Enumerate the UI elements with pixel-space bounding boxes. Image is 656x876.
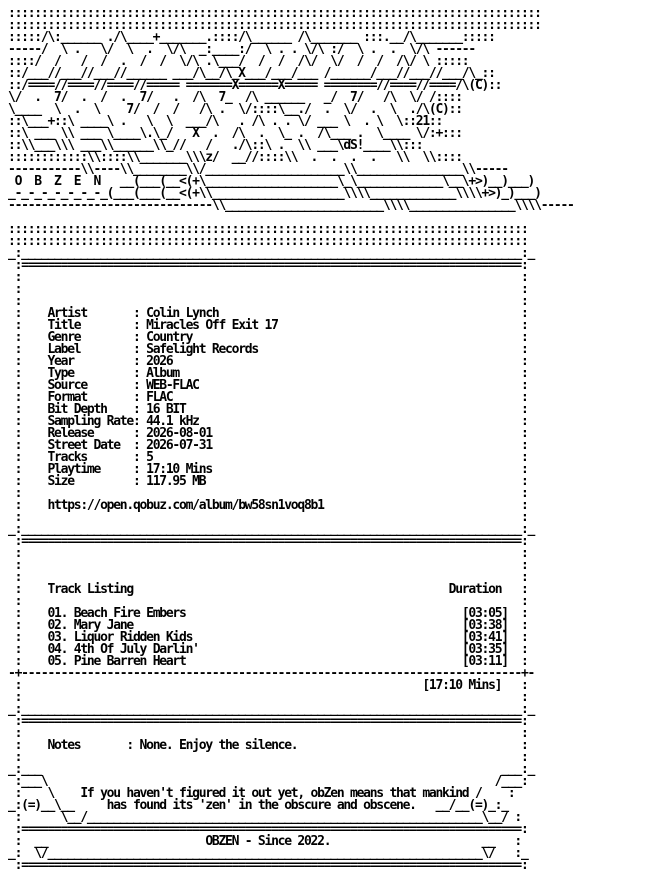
- banner-art-row: :::::::::::::::::::::::::::::::::::::::::::::::::::::::::::::::::::::::::::::::::: [8, 18, 541, 33]
- track-duration: [03:35]: [461, 642, 508, 657]
- banner-art-row: -----/ \ . \/ \ . \/\ _:____:/ \ . . \/\ :/ \ . . \/\ ------: [8, 42, 475, 57]
- banner-art-row: _-_-_-_-_-_-_-_(___(___(__<(+\\____________________\\\\_____________\\\\+>)_)___): [8, 186, 541, 201]
- field-label: Bit Depth: [47, 402, 133, 417]
- field-value: Album: [146, 366, 180, 381]
- track-title: Liquor Ridden Kids: [73, 630, 193, 645]
- field-label: Format: [47, 390, 133, 405]
- track-number: 03.: [47, 630, 68, 645]
- track-number: 05.: [47, 654, 68, 669]
- field-value: 117.95 MB: [146, 474, 206, 489]
- field-label: Sampling Rate: [47, 414, 133, 429]
- footer-motto-line-1: If you haven't figured it out yet, obZen means that mankind: [80, 786, 469, 801]
- track-title: Beach Fire Embers: [73, 606, 186, 621]
- field-value: Safelight Records: [146, 342, 258, 357]
- field-label: Playtime: [47, 462, 133, 477]
- field-value: 16 BIT: [146, 402, 186, 417]
- banner-art-row: ::::::::::::\\::::\\_______\\\z/ __//::::\\ . . . . \\ \\::::: [8, 150, 462, 165]
- field-value: Country: [146, 330, 193, 345]
- field-label: Street Date: [47, 438, 133, 453]
- field-label: Source: [47, 378, 133, 393]
- banner-art-row: ::\ ___ \\ ___ \____\.\_/ X . /\ . \_ . /\___ . \____ \/:+:::: [8, 126, 462, 141]
- nfo-document: ::::::::::::::::::::::::::::::::::::::::::::::::::::::::::::::::::::::::::::::::: ::::::::::::::::::::::::::::::::::::::::::::::::::::::::::::::::::::::::::::::::: :::::/\:______ ./\____+_______.::::/\______ /\_______ :::.__/\_______::::: -----/ \ . \/ \ . \/\ _:____:/ \ . . \/\ :/ \ . . \/\ ------ ::::/ / / / . / / \/\ .\___/ / / /\/ \/ / / /\/ \ ::::: ::/___//___//___//______ ___/\__/\_X___/___/___ /______/___//___//___/\_:: ::/====//====//====//===== =======X======X===== ========//====//====/\(C):: \/ . 7/ . / . 7/ . /\ 7_ /\ ______ _/ 7/ /\ \/ /:::: \____ \ . \ 7/ / / /\ . \/::::\__./ . \/ . \ ./\(C):: ::\___+::\ ____\ . \ \ ___/\ . /\ . . \/ ___ \ . \ \::21:: ::\ ___ \\ ___ \____\.\_/ X . /\ . \_ . /\___ . \____ \/:+::: ::\\___\\\ ___\\______\\_// / ./\::\ . \\ ___\dS!____\\::: ::::::::::::\\::::\\_______\\\z/ __//::::\\ . . . . \\ \\:::: -----------\\----\\________\\/_____________________\\________________\\----- O B Z E N __(___(__<(+\____________________\_\_____________\__\+>)__)___) _-_-_-_-_-_-_-_(___(___(__<(+\\____________________\\\\_____________\\\\+>)_)___) -------------------------------\\________________________\\\\________________\\\\----- ::::::::::::::::::::::::::::::::::::::::::::::::::::::::::::::::::::::::::::::: ::::::::::::::::::::::::::::::::::::::::::::::::::::::::::::::::::::::::::::::: _:____________________________________________________________________________:_ :============================================================================: : : : : : : : Artist : Colin Lynch : : Title : Miracles Off Exit 17 : : Genre : Country : : Label : Safelight Records : : Year : 2026 : : Type : Album : : Source : WEB-FLAC : : Format : FLAC : : Bit Depth : 16 BIT : : Sampling Rate: 44.1 kHz : : Release : 2026-08-01 : : Street Date : 2026-07-31 : : Tracks : 5 : : Playtime : 17:10 Mins : : Size : 117.95 MB : : : : https://open.qobuz.com/album/bw58sn1voq8b1 : : : _:____________________________________________________________________________:_ :============================================================================: : : : : : : : Track Listing Duration : : : : 01. Beach Fire Embers [03:05] : : 02. Mary Jane [03:38] : : 03. Liquor Ridden Kids [03:41] : : 04. 4th Of July Darlin' [03:35] : : 05. Pine Barren Heart [03:11] : -+----------------------------------------------------------------------------+- : [17:10 Mins] : : : _:____________________________________________________________________________:_ :============================================================================: : : : Notes : None. Enjoy the silence. : : : _:___ ___:_ :___\ /___: : \ If you haven't figured it out yet, obZen means that mankind / : _:(=)__\__ has found its 'zen' in the obscure and obscene. __/__(=)_:_ : \__/____________________________________________________________\__/ : :============================================================================: : __ OBZEN - Since 2022. __ : _: \/__________________________________________________________________\/ :_ :============================================================================:: [8, 6, 574, 873]
- field-value: 2026: [146, 354, 173, 369]
- field-value: 17:10 Mins: [146, 462, 212, 477]
- track-duration: [03:11]: [461, 654, 508, 669]
- banner-art-row: ::\___+::\ ____\ . \ \ ___/\ . /\ . . \/ ___ \ . \ \::21::: [8, 114, 443, 129]
- field-value: Colin Lynch: [146, 306, 219, 321]
- obzen-credit: OBZEN - Since 2022.: [205, 834, 331, 849]
- field-label: Release: [47, 426, 133, 441]
- field-label: Genre: [47, 330, 133, 345]
- field-value: 2026-07-31: [146, 438, 212, 453]
- notes-value: None. Enjoy the silence.: [139, 738, 298, 753]
- banner-art-row: :::::/\:______ ./\____+_______.::::/\______ /\_______ :::.__/\_______:::::: [8, 30, 495, 45]
- banner-art-row: -----------\\----\\________\\/_____________________\\________________\\-----: [8, 162, 508, 177]
- banner-art-row: \/ . 7/ . / . 7/ . /\ 7_ /\ ______ _/ 7/ /\ \/ /::::: [8, 90, 462, 105]
- divider-dots: :::::::::::::::::::::::::::::::::::::::::::::::::::::::::::::::::::::::::::::::: [8, 222, 528, 237]
- track-duration: [03:05]: [461, 606, 508, 621]
- field-label: Label: [47, 342, 133, 357]
- notes-label: Notes: [47, 738, 127, 753]
- field-value: WEB-FLAC: [146, 378, 199, 393]
- field-value: 2026-08-01: [146, 426, 212, 441]
- banner-art-row: ::/====//====//====//===== =======X======X===== ========//====//====/\(C)::: [8, 78, 502, 93]
- field-value: 5: [146, 450, 153, 465]
- banner-art-row: :::::::::::::::::::::::::::::::::::::::::::::::::::::::::::::::::::::::::::::::::: [8, 6, 541, 21]
- field-label: Title: [47, 318, 133, 333]
- track-number: 04.: [47, 642, 68, 657]
- track-number: 01.: [47, 606, 68, 621]
- field-label: Size: [47, 474, 133, 489]
- track-duration: [03:38]: [461, 618, 508, 633]
- track-number: 02.: [47, 618, 68, 633]
- field-label: Tracks: [47, 450, 133, 465]
- banner-art-row: \____ \ . \ 7/ / / /\ . \/::::\__./ . \/ . \ ./\(C)::: [8, 102, 462, 117]
- footer-motto-line-2: has found its 'zen' in the obscure and obscene.: [106, 798, 416, 813]
- field-label: Type: [47, 366, 133, 381]
- field-value: Miracles Off Exit 17: [146, 318, 278, 333]
- qobuz-link[interactable]: https://open.qobuz.com/album/bw58sn1voq8b1: [47, 498, 324, 513]
- field-label: Year: [47, 354, 133, 369]
- banner-art-row: -------------------------------\\________________________\\\\________________\\\\-----: [8, 198, 574, 213]
- track-title: Mary Jane: [73, 618, 133, 633]
- track-duration: [03:41]: [461, 630, 508, 645]
- track-title: 4th Of July Darlin': [73, 642, 199, 657]
- obzen-logo-row: O B Z E N __(___(__<(+\____________________\_\_____________\__\+>)__)___): [8, 174, 535, 189]
- total-playtime: [17:10 Mins]: [422, 678, 502, 693]
- duration-heading: Duration: [448, 582, 502, 597]
- field-value: 44.1 kHz: [146, 414, 199, 429]
- field-value: FLAC: [146, 390, 173, 405]
- field-label: Artist: [47, 306, 133, 321]
- divider-dots: :::::::::::::::::::::::::::::::::::::::::::::::::::::::::::::::::::::::::::::::: [8, 234, 528, 249]
- banner-art-row: ::\\___\\\ ___\\______\\_// / ./\::\ . \\ ___\dS!____\\:::: [8, 138, 423, 153]
- track-title: Pine Barren Heart: [73, 654, 186, 669]
- track-listing-heading: Track Listing: [47, 582, 133, 597]
- banner-art-row: ::/___//___//___//______ ___/\__/\_X___/___/___ /______/___//___//___/\_::: [8, 66, 495, 81]
- banner-art-row: ::::/ / / / . / / \/\ .\___/ / / /\/ \/ / / /\/ \ :::::: [8, 54, 469, 69]
